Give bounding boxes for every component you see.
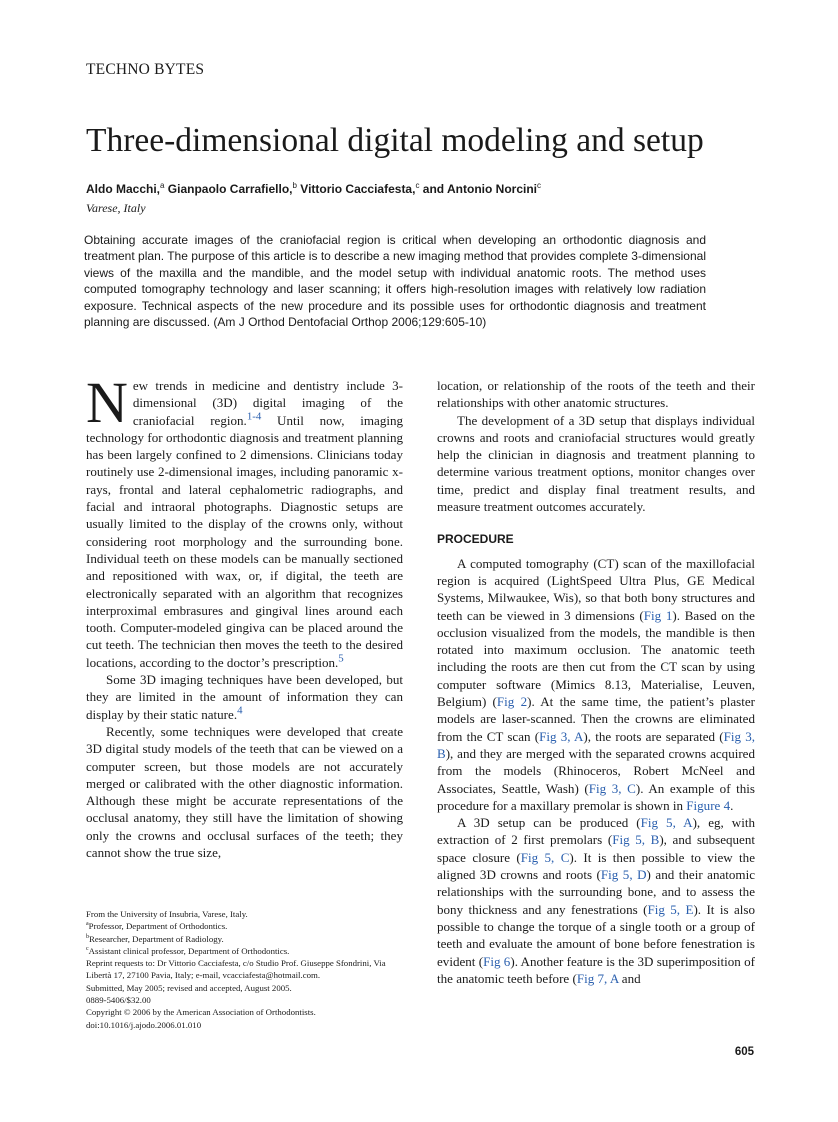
body-text: ), and subsequent space closure ( <box>437 832 755 865</box>
author-name: Vittorio Cacciafesta, <box>296 182 416 196</box>
figure-link[interactable]: Fig 5, C <box>520 849 570 865</box>
body-text: ). An example of this procedure for a maxillary premolar is shown in <box>437 780 755 813</box>
article-title: Three-dimensional digital modeling and setup <box>86 122 704 159</box>
intro-text: Until now, imaging technology for orthodontic diagnosis and treatment planning has been largely confined to 2 dimensions. Clinicians today routinely use 2-dimensional images, including panoramic x-rays, frontal and lateral cephalometric radiographs, and facial and intraoral photographs. Diagnostic setups are usually limited to the display of the crowns only, without considering root morphology and the surrounding bone. Individual teeth on these models can be manually sectioned and repositioned with wax, or, if digital, the teeth are electronically separated with an algorithm that recognizes interproximal embrasures and gingival lines around each tooth. Computer-modeled gingiva can be placed around the cut teeth. The technician then moves the teeth to the desired locations, according to the doctor’s prescription. <box>86 412 404 670</box>
figure-link[interactable]: Fig 3, B <box>437 728 756 761</box>
body-text: ). Another feature is the 3D superimposition of the anatomic teeth before ( <box>437 953 755 986</box>
body-text: A 3D setup can be produced ( <box>457 815 641 831</box>
footnote-mark: a <box>86 921 89 928</box>
footnote-text: Professor, Department of Orthodontics. <box>88 921 228 932</box>
author-affil-mark: c <box>537 181 541 190</box>
figure-link[interactable]: Fig 7, A <box>576 970 619 986</box>
footnote-issn: 0889-5406/$32.00 <box>86 995 151 1006</box>
body-text: ), and they are merged with the separated crowns acquired from the models (Rhinoceros, Robert McNeel and Associates, Seattle, Wash) ( <box>437 745 755 796</box>
author-affil-mark: c <box>415 181 420 190</box>
author-name: and Antonio Norcini <box>419 182 537 196</box>
abstract: Obtaining accurate images of the craniofacial region is critical when developing an orthodontic diagnosis and treatment plan. The purpose of this article is to describe a new imaging method that provides complete 3-dimensional views of the maxilla and the mandible, and the model setup with individual anatomic roots. The method uses computed tomography technology and laser scanning; it offers high-resolution images with relatively low radiation exposure. Technical aspects of the new procedure and its possible uses for orthodontic diagnosis and treatment planning are discussed. (Am J Orthod Dentofacial Orthop 2006;129:605-10) <box>84 233 706 330</box>
figure-link[interactable]: Figure 4 <box>686 797 731 813</box>
author-affil-mark: b <box>292 181 297 190</box>
footnote-text: Researcher, Department of Radiology. <box>89 933 224 944</box>
figure-link[interactable]: Fig 5, B <box>612 832 660 848</box>
drop-cap: N <box>86 370 128 435</box>
author-affil-mark: a <box>160 181 165 190</box>
body-text: ). Based on the occlusion visualized from the models, the mandible is then rotated into maximum occlusion. The anatomic teeth including the roots are then cut from the CT scan by using computer software (Mimics 8.13, Materialise, Leuven, Belgium) ( <box>437 607 755 710</box>
section-tag: TECHNO BYTES <box>86 61 205 78</box>
figure-link[interactable]: Fig 3, A <box>539 728 584 744</box>
body-paragraph <box>86 671 403 723</box>
footnote-c <box>86 945 404 957</box>
body-text: ), eg, with extraction of 2 first premolars ( <box>437 815 755 848</box>
section-heading: PROCEDURE <box>437 532 514 547</box>
footnote-submitted: Submitted, May 2005; revised and accepted, August 2005. <box>86 982 292 993</box>
author-name: Gianpaolo Carrafiello, <box>164 182 293 196</box>
author-affiliation: Varese, Italy <box>86 201 146 215</box>
body-text: ). It is then possible to view the aligned 3D crowns and roots ( <box>437 849 755 883</box>
body-text: . <box>730 797 734 813</box>
right-column <box>437 377 755 987</box>
footnote-mark: c <box>86 945 89 952</box>
footnote-reprint: Reprint requests to: Dr Vittorio Cacciafesta, c/o Studio Prof. Giuseppe Sfondrini, Via Libertà 17, 27100 Pavia, Italy; e-mail, vcacciafesta@hotmail.com. <box>86 958 386 981</box>
figure-link[interactable]: Fig 6 <box>483 953 511 969</box>
body-text: ). It is also possible to change the torque of a single tooth or a group of teeth and evaluate the amount of bone before fenestration is evident ( <box>437 901 755 969</box>
footnote-university: From the University of Insubria, Varese, Italy. <box>86 909 248 919</box>
figure-link[interactable]: Fig 5, D <box>600 867 647 883</box>
footnote-b <box>86 933 404 945</box>
left-column <box>86 370 404 861</box>
figure-link[interactable]: Fig 5, A <box>640 815 693 831</box>
body-text: and <box>618 970 641 986</box>
procedure-paragraph <box>437 814 755 987</box>
footnotes <box>86 908 404 1031</box>
body-paragraph: The development of a 3D setup that displays individual crowns and roots and craniofacial structures would greatly help the clinician in diagnosis and treatment planning to determine various treatment options, monitor changes over time, predict and display final treatment results, and measure treatment outcomes accurately. <box>437 412 755 515</box>
body-paragraph: Recently, some techniques were developed that create 3D digital study models of the teeth that can be viewed on a computer screen, but those models are not accurately merged or calibrated with the other diagnostic information. Although these might be accurate representations of the occlusal anatomy, they still have the limitation of showing only the crowns and occlusal surfaces of the teeth; they cannot show the true size, <box>86 723 403 861</box>
body-text: A computed tomography (CT) scan of the maxillofacial region is acquired (LightSpeed Ultra Plus, GE Medical Systems, Milwaukee, Wis), so that both bony structures and teeth can be viewed in 3 dimensions ( <box>437 555 755 623</box>
footnote-a <box>86 920 404 932</box>
body-text: ), the roots are separated ( <box>583 728 724 744</box>
citation-ref[interactable]: 4 <box>237 704 243 717</box>
footnote-text: Assistant clinical professor, Department of Orthodontics. <box>88 945 290 956</box>
figure-link[interactable]: Fig 5, E <box>647 901 694 917</box>
body-text: ). At the same time, the patient’s plaster models are laser-scanned. Then the crowns are eliminated from the CT scan ( <box>437 694 756 744</box>
body-paragraph: location, or relationship of the roots of the teeth and their relationships with other anatomic structures. <box>437 378 755 411</box>
intro-paragraph <box>86 370 404 671</box>
page-number: 605 <box>734 1046 754 1058</box>
figure-link[interactable]: Fig 1 <box>643 607 673 623</box>
figure-link[interactable]: Fig 3, C <box>588 780 636 796</box>
author-list <box>86 182 541 196</box>
procedure-paragraph <box>437 555 755 814</box>
figure-link[interactable]: Fig 2 <box>496 694 528 710</box>
footnote-mark: b <box>86 933 89 940</box>
author-name: Aldo Macchi, <box>86 182 161 196</box>
footnote-copyright: Copyright © 2006 by the American Association of Orthodontists. <box>86 1007 316 1018</box>
intro-text: ew trends in medicine and dentistry include 3-dimensional (3D) digital imaging of the craniofacial region. <box>132 378 403 428</box>
citation-ref[interactable]: 1-4 <box>246 410 262 423</box>
body-text: ) and their anatomic relationships with the surrounding bone, and to assess the bony thickness and any fenestrations ( <box>437 867 755 917</box>
footnote-doi[interactable]: doi:10.1016/j.ajodo.2006.01.010 <box>86 1019 202 1030</box>
citation-ref[interactable]: 5 <box>338 652 344 665</box>
body-text: Some 3D imaging techniques have been developed, but they are limited in the amount of information they can display by their static nature. <box>86 672 403 722</box>
